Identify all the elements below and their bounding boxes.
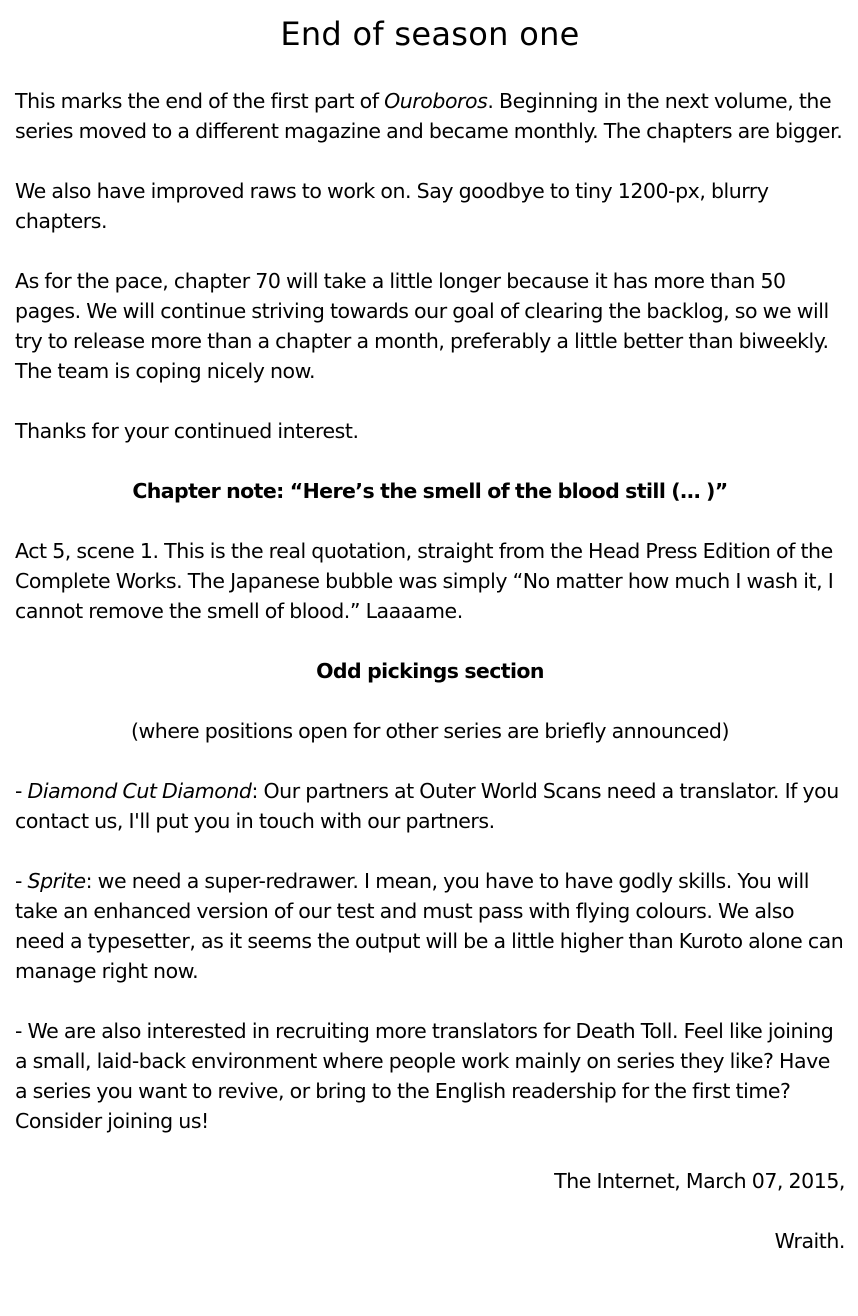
list-item	[15, 866, 845, 986]
intro-text-end: . Beginning in the next volume, the series moved to a different magazine and became monthly. The chapters are bigger.	[15, 89, 843, 143]
list-item: - We are also interested in recruiting more translators for Death Toll. Feel like joining a small, laid-back environment where people work mainly on series they like? Have a series you want to revive, or bring to the English readership for the first time? Consider joining us!	[15, 1019, 834, 1133]
signoff-author: Wraith.	[774, 1229, 845, 1253]
series-title-diamond-cut-diamond: Diamond Cut Diamond	[27, 779, 252, 803]
list-item-text: : we need a super-redrawer. I mean, you have to have godly skills. You will take an enhanced version of our test and must pass with flying colours. We also need a typesetter, as it seems the output will be a little higher than Kuroto alone can manage right now.	[15, 869, 844, 983]
list-item-prefix: -	[15, 779, 28, 803]
intro-paragraph-2: We also have improved raws to work on. Say goodbye to tiny 1200-px, blurry chapters.	[15, 179, 769, 233]
intro-paragraph-4: Thanks for your continued interest.	[15, 419, 359, 443]
intro-text-start: This marks the end of the first part of	[15, 89, 385, 113]
series-title-sprite: Sprite	[27, 869, 86, 893]
odd-pickings-subheading: (where positions open for other series are briefly announced)	[130, 719, 730, 743]
series-title-ouroboros: Ouroboros	[384, 89, 488, 113]
document-page	[15, 12, 845, 1256]
intro-paragraph-1	[15, 86, 845, 146]
signoff-place-date: The Internet, March 07, 2015,	[554, 1169, 845, 1193]
page-title: End of season one	[280, 15, 580, 53]
odd-pickings-heading: Odd pickings section	[316, 659, 544, 683]
list-item	[15, 776, 845, 836]
chapter-note-body: Act 5, scene 1. This is the real quotation, straight from the Head Press Edition of the Complete Works. The Japanese bubble was simply “No matter how much I wash it, I cannot remove the smell of blood.” Laaaame.	[15, 539, 834, 623]
list-item-text: : Our partners at Outer World Scans need a translator. If you contact us, I'll put you in touch with our partners.	[15, 779, 839, 833]
chapter-note-heading: Chapter note: “Here’s the smell of the blood still (… )”	[132, 479, 728, 503]
intro-paragraph-3: As for the pace, chapter 70 will take a little longer because it has more than 50 pages. We will continue striving towards our goal of clearing the backlog, so we will try to release more than a chapter a month, preferably a little better than biweekly. The team is coping nicely now.	[15, 269, 829, 383]
list-item-prefix: -	[15, 869, 28, 893]
